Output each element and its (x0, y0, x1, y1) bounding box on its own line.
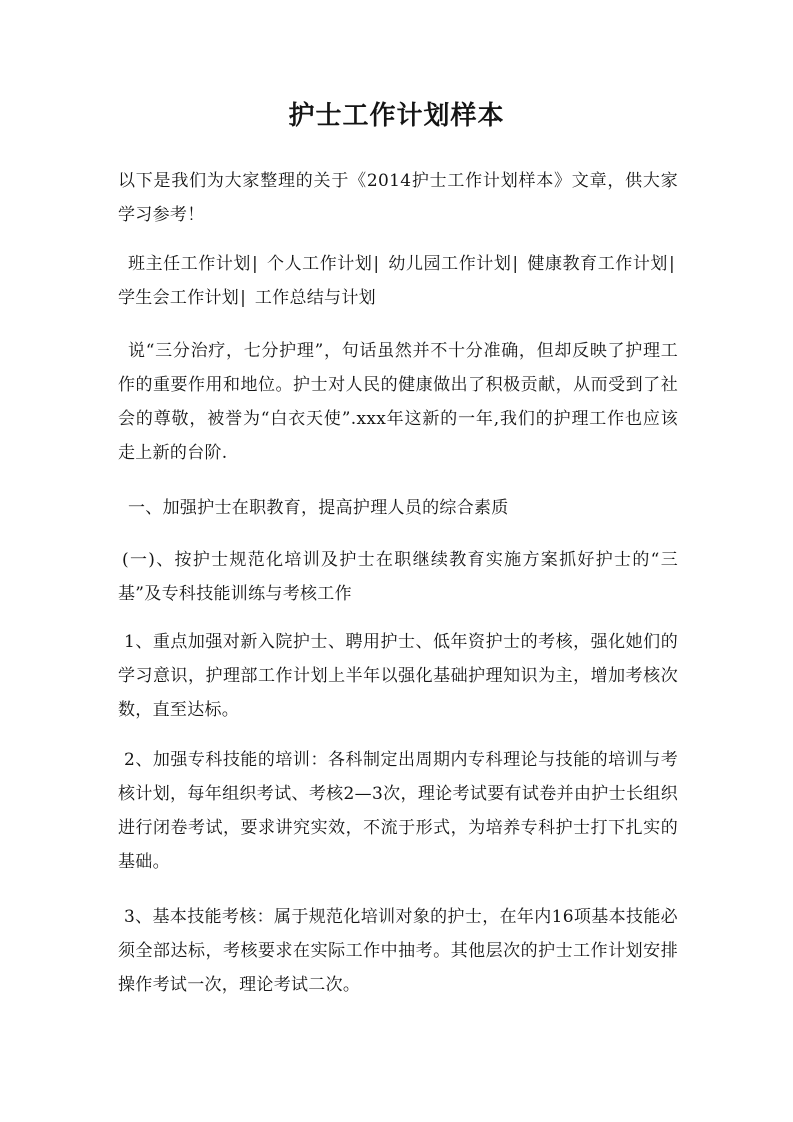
item-3-paragraph: 3、基本技能考核：属于规范化培训对象的护士，在年内16项基本技能必须全部达标，考核要求在实际工作中抽考。其他层次的护士工作计划安排操作考试一次，理论考试二次。 (118, 907, 678, 995)
link-kindergarten-plan[interactable]: 幼儿园工作计划 (388, 254, 512, 274)
related-links (118, 247, 678, 315)
document-title: 护士工作计划样本 (288, 101, 505, 131)
item-1-paragraph: 1、重点加强对新入院护士、聘用护士、低年资护士的考核，强化她们的学习意识，护理部工作计划上半年以强化基础护理知识为主，增加考核次数，直至达标。 (118, 632, 678, 720)
link-separator: | (512, 254, 519, 274)
link-separator: | (668, 254, 675, 274)
opening-paragraph: 说“三分治疗，七分护理”，句话虽然并不十分准确，但却反映了护理工作的重要作用和地位。护士对人民的健康做出了积极贡献，从而受到了社会的尊敬，被誉为“白衣天使”.xxx年这新的一年,我们的护理工作也应该走上新的台阶. (118, 341, 678, 463)
section-heading-1: 一、加强护士在职教育，提高护理人员的综合素质 (128, 498, 509, 518)
link-health-education-plan[interactable]: 健康教育工作计划 (527, 254, 668, 274)
link-personal-plan[interactable]: 个人工作计划 (267, 254, 373, 274)
item-2-paragraph: 2、加强专科技能的培训：各科制定出周期内专科理论与技能的培训与考核计划，每年组织考试、考核2—3次，理论考试要有试卷并由护士长组织进行闭卷考试，要求讲究实效，不流于形式，为培养专科护士打下扎实的基础。 (118, 750, 678, 872)
intro-paragraph: 以下是我们为大家整理的关于《2014护士工作计划样本》文章，供大家学习参考！ (118, 171, 678, 225)
link-class-teacher-plan[interactable]: 班主任工作计划 (128, 254, 251, 274)
link-separator: | (373, 254, 380, 274)
link-student-union-plan[interactable]: 学生会工作计划 (118, 288, 240, 308)
link-separator: | (240, 288, 247, 308)
link-separator: | (251, 254, 259, 274)
subsection-heading-1: (一)、按护士规范化培训及护士在职继续教育实施方案抓好护士的“三基”及专科技能训练与考核工作 (118, 550, 678, 604)
link-summary-and-plan[interactable]: 工作总结与计划 (254, 288, 376, 308)
